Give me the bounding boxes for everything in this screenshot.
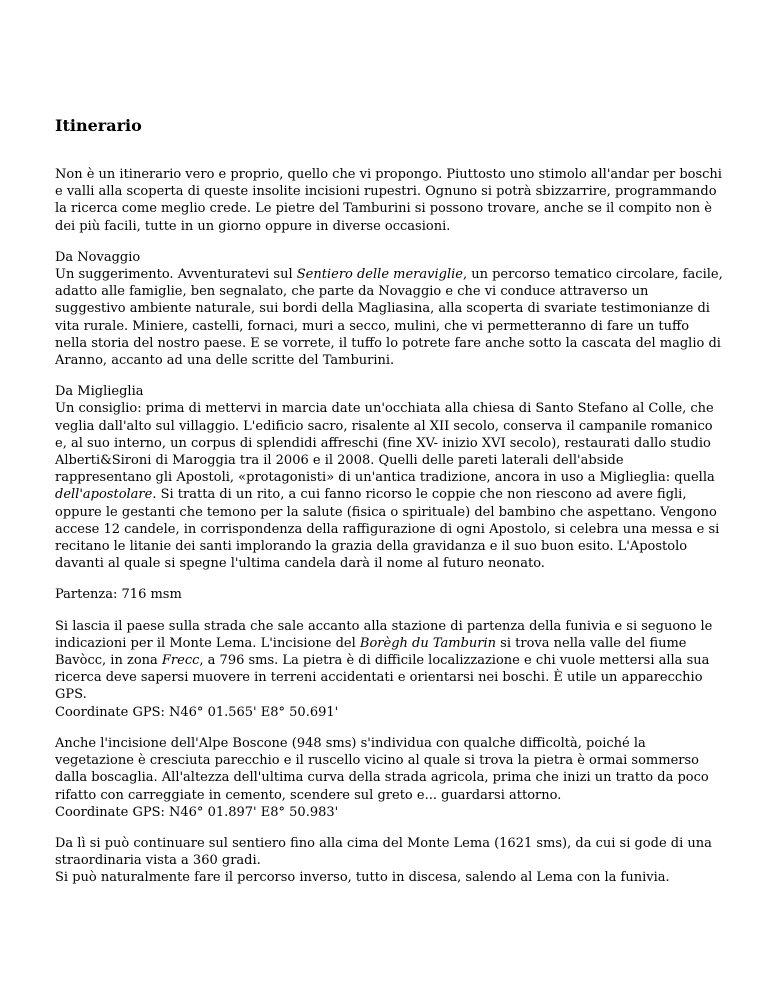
novaggio-text-end: , un percorso tematico circolare, facile, adatto alle famiglie, ben segnalato, che parte da Novaggio e che vi conduce attraverso un suggestivo ambiente naturale, sui bordi della Magliasina, alla scoperta di svariate testimonianze di vita rurale. Miniere, castelli, fornaci, muri a secco, mulini, che vi permetteranno di fare un tuffo nella storia del nostro paese. E se vorrete, il tuffo lo potrete fare anche sotto la cascata del maglio di Aranno, accanto ad una delle scritte del Tamburini.	[55, 267, 723, 369]
novaggio-heading: Da Novaggio	[55, 249, 141, 265]
boscone-gps-coordinates: Coordinate GPS: N46° 01.897' E8° 50.983'	[55, 804, 339, 820]
boregh-section	[55, 618, 723, 721]
document-page	[55, 116, 723, 901]
miglieglia-text-start: Un consiglio: prima di mettervi in marcia date un'occhiata alla chiesa di Santo Stefano al Colle, che veglia dall'alto sul villaggio. L'edificio sacro, risalente al XII secolo, conserva il campanile romanico e, al suo interno, un corpus di splendidi affreschi (fine XV- inizio XVI secolo), restaurati dallo studio Alberti&Sironi di Maroggia tra il 2006 e il 2008. Quelli delle pareti laterali dell'abside rappresentano gli Apostoli, «protagonisti» di un'antica tradizione, ancora in uso a Miglieglia: quella	[55, 401, 715, 486]
novaggio-section	[55, 249, 723, 369]
boregh-text-2: si trova nella valle del fiume Bavòcc, in zona	[55, 635, 687, 669]
partenza-paragraph: Partenza: 716 msm	[55, 587, 182, 603]
boregh-name-emphasis: Borègh du Tamburin	[359, 635, 497, 651]
lema-section	[55, 835, 723, 887]
lema-text-1: Da lì si può continuare sul sentiero fino alla cima del Monte Lema (1621 sms), da cui si gode di una straordinaria vista a 360 gradi.	[55, 835, 712, 869]
page-title: Itinerario	[55, 116, 142, 135]
frecc-emphasis: Frecc	[161, 653, 200, 669]
boregh-text-1: Si lascia il paese sulla strada che sale accanto alla stazione di partenza della funivia e si seguono le indicazioni per il Monte Lema. L'incisione del	[55, 618, 713, 651]
boscone-text: Anche l'incisione dell'Alpe Boscone (948 sms) s'individua con qualche difficoltà, poiché la vegetazione è cresciuta parecchio e il ruscello vicino al quale si trova la pietra è ormai sommerso dalla boscaglia. All'altezza dell'ultima curva della strada agricola, prima che inizi un tratto da poco rifatto con carreggiate in cemento, scendere sul greto e... guardarsi attorno.	[55, 735, 709, 803]
sentiero-meraviglie-emphasis: Sentiero delle meraviglie	[296, 267, 463, 283]
miglieglia-text-end: . Si tratta di un rito, a cui fanno ricorso le coppie che non riescono ad avere figli, oppure le gestanti che temono per la salute (fisica o spirituale) del bambino che aspettano. Vengono accese 12 candele, in corrispondenza della raffigurazione di ogni Apostolo, si celebra una messa e si recitano le litanie dei santi implorando la grazia della gravidanza e il suo buon esito. L'Apostolo davanti al quale si spegne l'ultima candela darà il nome al futuro neonato.	[55, 487, 720, 572]
intro-paragraph: Non è un itinerario vero e proprio, quello che vi propongo. Piuttosto uno stimolo all'andar per boschi e valli alla scoperta di queste insolite incisioni rupestri. Ognuno si potrà sbizzarrire, programmando la ricerca come meglio crede. Le pietre del Tamburini si possono trovare, anche se il compito non è dei più facili, tutte in un giorno oppure in diverse occasioni.	[55, 167, 722, 234]
novaggio-text-start: Un suggerimento. Avventuratevi sul	[55, 267, 297, 283]
boregh-gps-coordinates: Coordinate GPS: N46° 01.565' E8° 50.691'	[55, 704, 339, 720]
boscone-section	[55, 735, 723, 821]
lema-text-2: Si può naturalmente fare il percorso inverso, tutto in discesa, salendo al Lema con la funivia.	[55, 870, 670, 886]
miglieglia-heading: Da Miglieglia	[55, 384, 144, 400]
apostolare-emphasis: dell'apostolare	[55, 487, 153, 503]
boregh-text-3: , a 796 sms. La pietra è di difficile localizzazione e chi vuole mettersi alla sua ricerca deve sapersi muovere in terreni accidentati e orientarsi nei boschi. È utile un apparecchio GPS.	[55, 653, 710, 703]
miglieglia-section	[55, 383, 723, 572]
